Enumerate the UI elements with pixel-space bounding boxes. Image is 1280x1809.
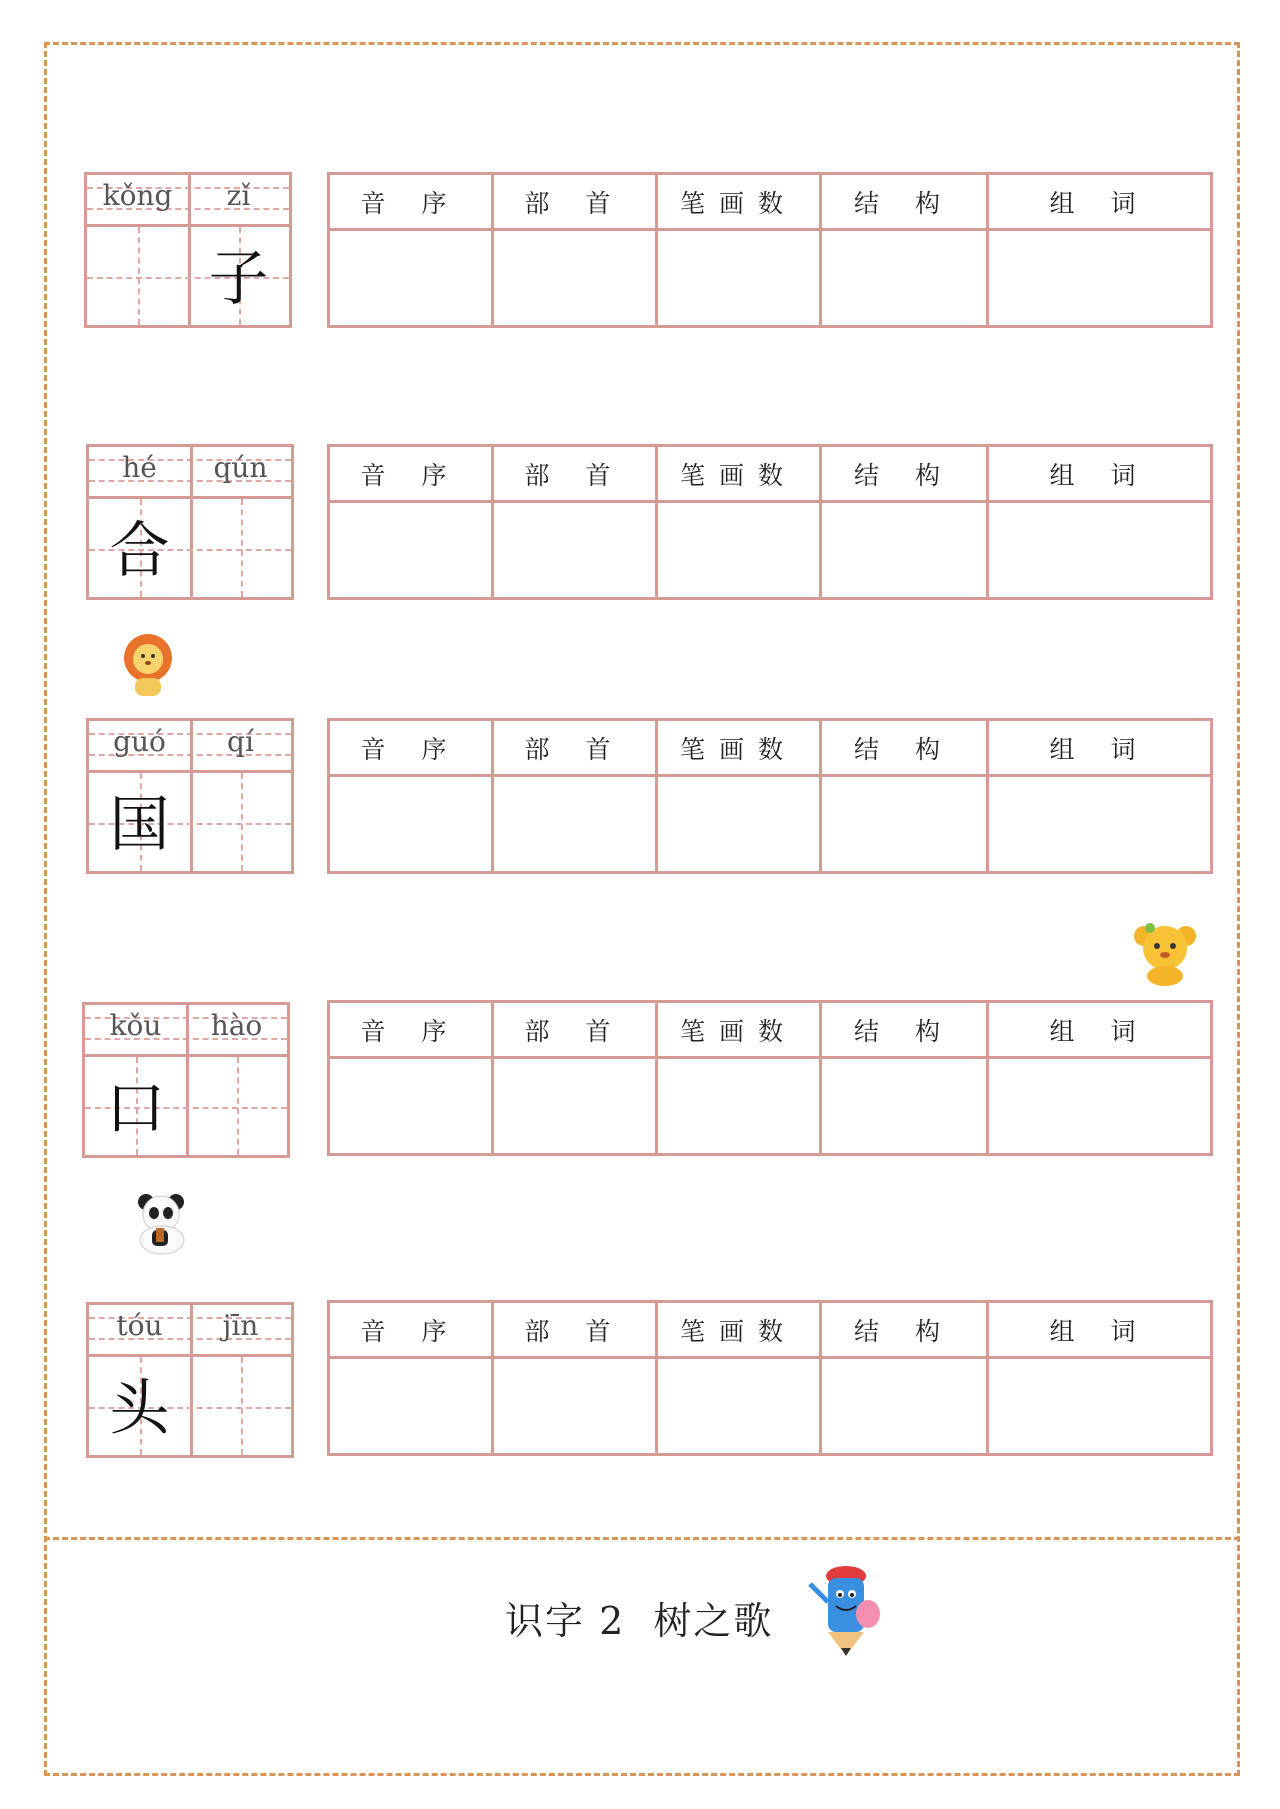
lion-sticker: [118, 632, 178, 698]
header-bihuashu: 笔画数: [658, 447, 822, 503]
panda-sticker: [132, 1190, 194, 1256]
header-jiegou: 结 构: [822, 1003, 989, 1059]
footer-divider: [44, 1537, 1240, 1540]
answer-cell-bushou[interactable]: [494, 777, 658, 871]
pinyin-2: jīn: [222, 1309, 259, 1342]
header-yinxu: 音 序: [330, 175, 494, 231]
char-box-row-3: [86, 718, 294, 874]
pinyin-1: kǒng: [102, 179, 173, 212]
char-box-row-5: [86, 1302, 294, 1458]
header-bushou: 部 首: [494, 447, 658, 503]
header-bushou: 部 首: [494, 175, 658, 231]
hanzi-1: 口: [105, 1074, 166, 1144]
pinyin-2: zǐ: [226, 179, 251, 212]
answer-cell-yinxu[interactable]: [330, 503, 494, 597]
header-zuci: 组 词: [989, 721, 1210, 777]
header-yinxu: 音 序: [330, 1303, 494, 1359]
header-bihuashu: 笔画数: [658, 721, 822, 777]
pinyin-1: tóu: [116, 1309, 163, 1342]
hanzi-1: 头: [109, 1374, 170, 1444]
header-bihuashu: 笔画数: [658, 1003, 822, 1059]
header-bihuashu: 笔画数: [658, 1303, 822, 1359]
hanzi-2: 子: [208, 244, 269, 314]
header-jiegou: 结 构: [822, 447, 989, 503]
answer-cell-bihuashu[interactable]: [658, 231, 822, 325]
hanzi-2: [186, 1061, 287, 1157]
answer-cell-bushou[interactable]: [494, 231, 658, 325]
header-bushou: 部 首: [494, 1303, 658, 1359]
char-box-row-1: [84, 172, 292, 328]
header-jiegou: 结 构: [822, 1303, 989, 1359]
info-table-row-1: [327, 172, 1213, 328]
answer-cell-bihuashu[interactable]: [658, 777, 822, 871]
answer-cell-jiegou[interactable]: [822, 1359, 989, 1453]
hanzi-1: [87, 231, 188, 327]
char-box-row-4: [82, 1002, 290, 1158]
header-jiegou: 结 构: [822, 175, 989, 231]
answer-cell-jiegou[interactable]: [822, 231, 989, 325]
answer-cell-yinxu[interactable]: [330, 231, 494, 325]
header-yinxu: 音 序: [330, 447, 494, 503]
answer-cell-jiegou[interactable]: [822, 777, 989, 871]
header-yinxu: 音 序: [330, 721, 494, 777]
answer-cell-yinxu[interactable]: [330, 777, 494, 871]
answer-cell-bihuashu[interactable]: [658, 503, 822, 597]
hanzi-1: 国: [109, 790, 170, 860]
answer-cell-bihuashu[interactable]: [658, 1359, 822, 1453]
header-bushou: 部 首: [494, 1003, 658, 1059]
hanzi-2: [190, 503, 291, 599]
pencil-mascot-sticker: [800, 1562, 890, 1662]
header-zuci: 组 词: [989, 1003, 1210, 1059]
header-bushou: 部 首: [494, 721, 658, 777]
info-table-row-2: [327, 444, 1213, 600]
answer-cell-zuci[interactable]: [989, 777, 1210, 871]
info-table-row-5: [327, 1300, 1213, 1456]
answer-cell-bushou[interactable]: [494, 1359, 658, 1453]
answer-cell-zuci[interactable]: [989, 503, 1210, 597]
answer-cell-yinxu[interactable]: [330, 1359, 494, 1453]
header-zuci: 组 词: [989, 175, 1210, 231]
header-zuci: 组 词: [989, 447, 1210, 503]
answer-cell-bushou[interactable]: [494, 1059, 658, 1153]
answer-cell-bihuashu[interactable]: [658, 1059, 822, 1153]
header-jiegou: 结 构: [822, 721, 989, 777]
answer-cell-jiegou[interactable]: [822, 503, 989, 597]
lesson-title: 识字 2 树之歌: [505, 1599, 774, 1643]
pinyin-2: qún: [213, 451, 268, 484]
hanzi-1: 合: [109, 516, 170, 586]
pinyin-1: hé: [122, 451, 157, 484]
answer-cell-jiegou[interactable]: [822, 1059, 989, 1153]
answer-cell-zuci[interactable]: [989, 1059, 1210, 1153]
pinyin-1: guó: [113, 725, 166, 758]
pinyin-1: kǒu: [109, 1009, 162, 1042]
answer-cell-yinxu[interactable]: [330, 1059, 494, 1153]
hanzi-2: [190, 1361, 291, 1457]
char-box-row-2: [86, 444, 294, 600]
header-yinxu: 音 序: [330, 1003, 494, 1059]
info-table-row-4: [327, 1000, 1213, 1156]
pinyin-2: hào: [210, 1009, 263, 1042]
header-zuci: 组 词: [989, 1303, 1210, 1359]
bear-sticker: [1130, 920, 1200, 986]
answer-cell-zuci[interactable]: [989, 231, 1210, 325]
header-bihuashu: 笔画数: [658, 175, 822, 231]
info-table-row-3: [327, 718, 1213, 874]
hanzi-2: [190, 777, 291, 873]
answer-cell-zuci[interactable]: [989, 1359, 1210, 1453]
pinyin-2: qí: [227, 725, 254, 758]
answer-cell-bushou[interactable]: [494, 503, 658, 597]
